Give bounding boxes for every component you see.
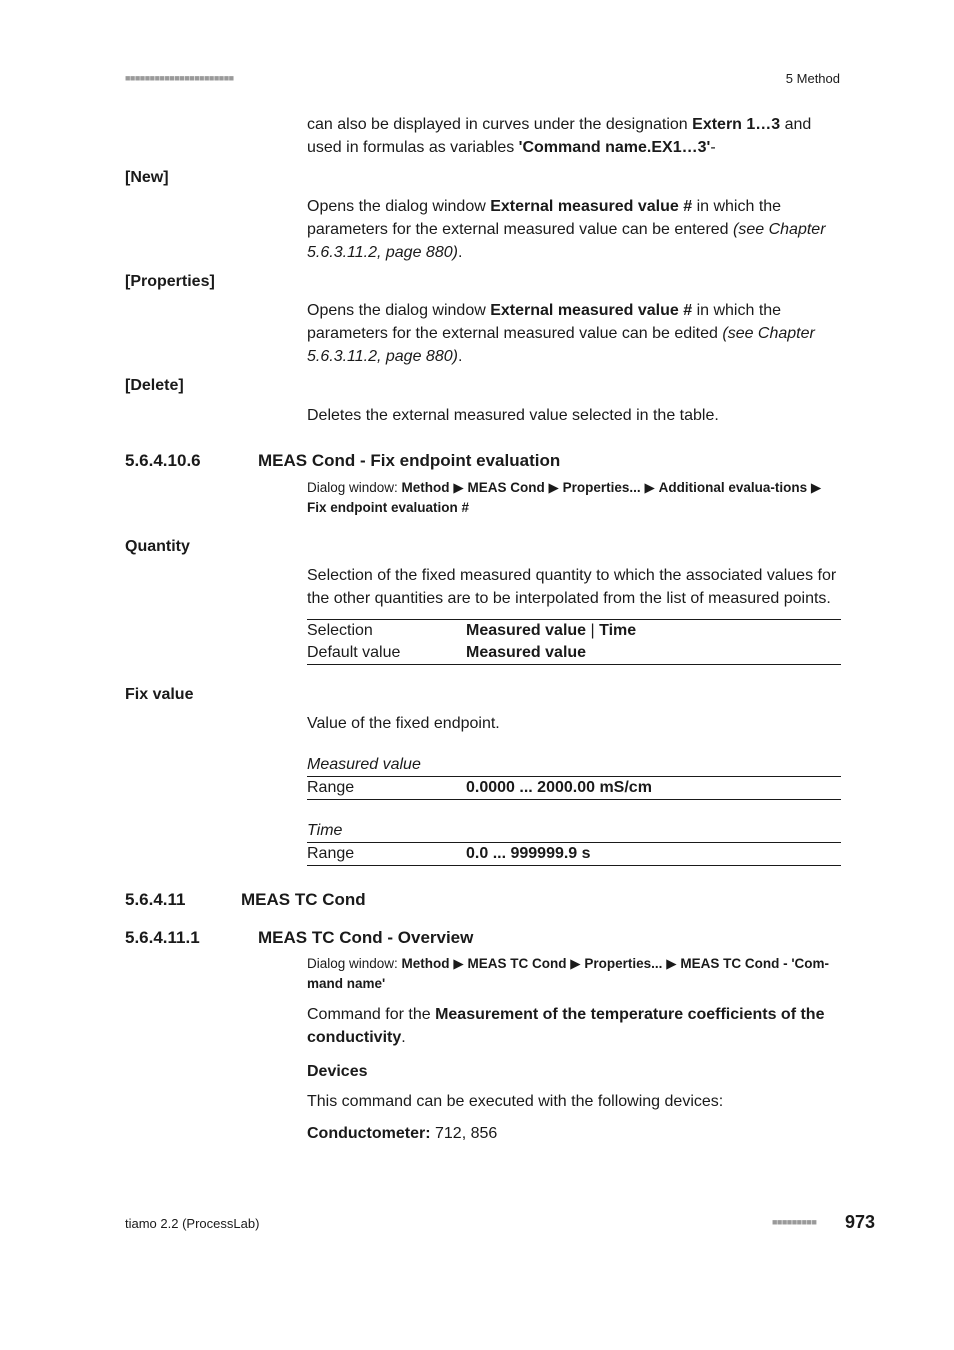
- section-number: 5.6.4.10.6: [125, 451, 201, 470]
- delete-button-label: [Delete]: [125, 377, 184, 394]
- chapter-title: 5 Method: [785, 71, 840, 86]
- fix-value-label: Fix value: [125, 686, 194, 703]
- properties-text: Opens the dialog window: [307, 302, 491, 319]
- intro-text: can also be displayed in curves under the designation: [307, 116, 693, 133]
- path-arrow-icon: ▶: [453, 480, 464, 495]
- intro-text-2: and used in formulas as variables: [307, 116, 812, 156]
- footer-decoration: ■■■■■■■■■: [772, 1217, 817, 1227]
- intro-paragraph: [307, 113, 841, 159]
- page-number: 973: [845, 1212, 876, 1232]
- option-time: Time: [599, 622, 637, 639]
- new-text-3: .: [457, 244, 463, 261]
- section-heading-fix-endpoint: [125, 451, 560, 471]
- time-range-table: [307, 842, 841, 866]
- section-heading-meas-tc-cond: [125, 890, 366, 910]
- command-name: Measurement of the temperature coefficients of the conductivity: [307, 1006, 825, 1046]
- section-number: 5.6.4.11.1: [125, 928, 200, 947]
- param-key: Range: [307, 843, 466, 866]
- path-item: Fix endpoint evaluation #: [307, 500, 470, 515]
- path-item: MEAS TC Cond: [467, 956, 567, 971]
- conductometer-models: 712, 856: [430, 1125, 498, 1142]
- param-value: 0.0 ... 999999.9 s: [466, 843, 841, 866]
- dialog-path-overview: [307, 954, 841, 994]
- new-dialog-name: External measured value #: [490, 198, 693, 215]
- measured-value-caption: Measured value: [307, 756, 421, 773]
- path-arrow-icon: ▶: [453, 956, 464, 971]
- properties-text-2: in which the parameters for the external measured value can be edited: [307, 302, 782, 342]
- option-measured-value: Measured value: [466, 622, 587, 639]
- new-button-description: [307, 195, 841, 264]
- measured-value-range-table: [307, 776, 841, 800]
- intro-variable: 'Command name.EX1…3': [518, 139, 711, 156]
- new-text-2: in which the parameters for the external measured value can be entered: [307, 198, 782, 238]
- table-row: [307, 843, 841, 866]
- intro-text-3: -: [710, 139, 716, 156]
- param-value: [466, 620, 841, 643]
- path-item: MEAS Cond: [467, 480, 545, 495]
- command-description: [307, 1003, 841, 1049]
- param-value: Measured value: [466, 642, 841, 665]
- table-row: [307, 620, 841, 643]
- dialog-prefix: Dialog window:: [307, 480, 402, 495]
- quantity-label: Quantity: [125, 538, 190, 555]
- path-arrow-icon: ▶: [548, 480, 559, 495]
- properties-button-description: [307, 299, 841, 368]
- table-row: [307, 777, 841, 800]
- path-item: MEAS TC Cond - 'Com-mand name': [307, 956, 830, 991]
- properties-text-3: .: [457, 348, 463, 365]
- new-chapter-link[interactable]: (see Chapter 5.6.3.11.2, page 880): [307, 221, 826, 261]
- path-item: Method: [401, 480, 450, 495]
- path-item: Properties...: [562, 480, 641, 495]
- new-button-label: [New]: [125, 169, 169, 186]
- section-title: MEAS TC Cond - Overview: [258, 928, 474, 947]
- devices-description: This command can be executed with the following devices:: [307, 1093, 724, 1110]
- new-text: Opens the dialog window: [307, 198, 491, 215]
- command-text: Command for the: [307, 1006, 436, 1023]
- header-decoration: ■■■■■■■■■■■■■■■■■■■■■■: [125, 73, 234, 83]
- param-value: 0.0000 ... 2000.00 mS/cm: [466, 777, 841, 800]
- section-heading-overview: [125, 928, 473, 948]
- properties-button-label: [Properties]: [125, 273, 215, 290]
- time-caption: Time: [307, 822, 343, 839]
- dialog-prefix: Dialog window:: [307, 956, 402, 971]
- intro-bold: Extern 1…3: [692, 116, 781, 133]
- path-arrow-icon: ▶: [810, 480, 822, 495]
- delete-button-description: Deletes the external measured value selected in the table.: [307, 407, 719, 424]
- path-arrow-icon: ▶: [644, 480, 655, 495]
- param-key: Range: [307, 777, 466, 800]
- path-arrow-icon: ▶: [570, 956, 581, 971]
- fix-value-description: Value of the fixed endpoint.: [307, 715, 500, 732]
- option-separator: |: [586, 622, 600, 639]
- path-arrow-icon: ▶: [666, 956, 677, 971]
- section-number: 5.6.4.11: [125, 890, 186, 909]
- footer-product: tiamo 2.2 (ProcessLab): [125, 1216, 260, 1231]
- param-key: Default value: [307, 642, 466, 665]
- path-item: Additional evalua-tions: [658, 480, 808, 495]
- conductometer-line: [307, 1122, 841, 1145]
- section-title: MEAS Cond - Fix endpoint evaluation: [258, 451, 561, 470]
- param-key: Selection: [307, 620, 466, 643]
- table-row: [307, 642, 841, 665]
- dialog-path-fix: [307, 478, 841, 518]
- devices-heading: Devices: [307, 1063, 368, 1080]
- quantity-description: Selection of the fixed measured quantity to which the associated values for the other quantities are to be interpolated from the list of measured points.: [307, 567, 837, 607]
- conductometer-label: Conductometer:: [307, 1125, 431, 1142]
- properties-chapter-link[interactable]: (see Chapter 5.6.3.11.2, page 880): [307, 325, 815, 365]
- properties-dialog-name: External measured value #: [490, 302, 693, 319]
- path-item: Properties...: [584, 956, 663, 971]
- command-text-2: .: [401, 1029, 406, 1046]
- path-item: Method: [401, 956, 450, 971]
- quantity-param-table: [307, 619, 841, 665]
- section-title: MEAS TC Cond: [241, 890, 366, 909]
